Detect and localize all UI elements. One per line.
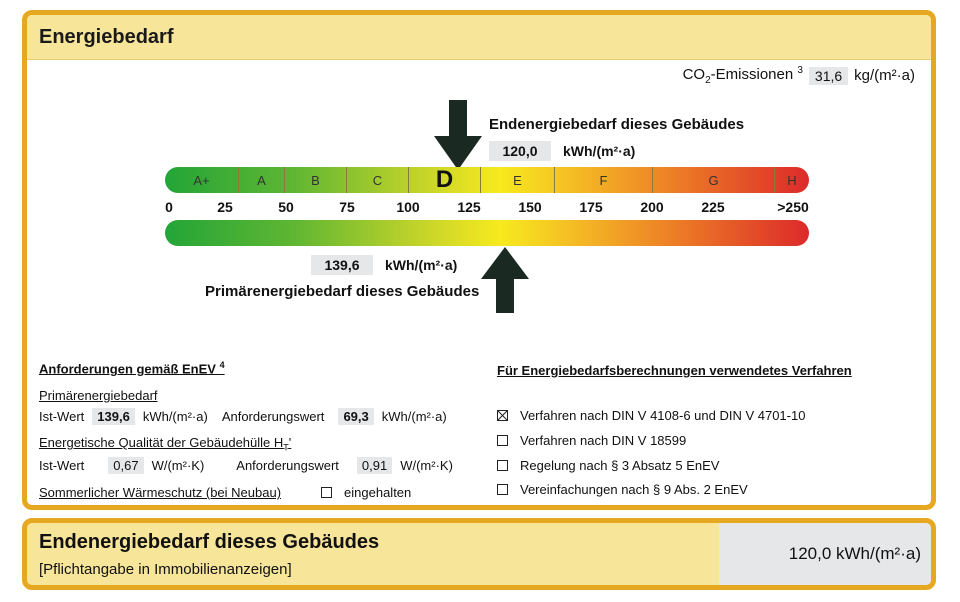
summer-protection-row [39,485,411,500]
method-item [497,408,805,423]
method-item [497,482,748,497]
envelope-req-label: Anforderungswert [236,458,339,473]
summer-checkbox[interactable] [321,487,332,498]
envelope-ist-label: Ist-Wert [39,458,85,473]
primary-ist-value: 139,6 [92,408,135,425]
class-g: G [653,167,775,193]
primary-energy-value: 139,6 [311,255,373,275]
tick-50: 50 [278,199,294,215]
method-checkbox-vereinfachungen[interactable] [497,484,508,495]
end-energy-arrow-icon [434,100,482,170]
energy-class-bar [165,167,809,193]
end-energy-label: Endenergiebedarf dieses Gebäudes [489,116,745,133]
ist-label: Ist-Wert [39,409,85,424]
summer-check-label: eingehalten [344,485,412,500]
req-label: Anforderungswert [221,409,325,424]
class-h: H [787,172,797,188]
method-label: Verfahren nach DIN V 4108-6 und DIN V 4701-10 [520,408,806,423]
tick-200: 200 [640,199,664,215]
method-item [497,433,686,448]
end-energy-readout [489,141,635,161]
method-label: Regelung nach § 3 Absatz 5 EnEV [520,458,720,473]
method-checkbox-regelung[interactable] [497,460,508,471]
tick-25: 25 [217,199,233,215]
method-label: Vereinfachungen nach § 9 Abs. 2 EnEV [520,482,748,497]
tick-75: 75 [339,199,355,215]
tick-175: 175 [579,199,603,215]
primary-req-unit: kWh/(m²·a) [381,409,447,424]
class-d-current: D [409,167,481,193]
class-b: B [285,167,347,193]
tick-250-plus: >250 [777,199,809,215]
energy-demand-panel [22,10,936,510]
end-energy-unit: kWh/(m²·a) [563,143,636,159]
footer-value: 120,0 kWh/(m²·a) [719,523,931,585]
class-f: F [555,167,653,193]
primary-energy-bar [165,220,809,246]
envelope-unit: W/(m²·K) [151,458,205,473]
tick-225: 225 [701,199,725,215]
methods-title: Für Energiebedarfsberechnungen verwendetes Verfahren [497,363,852,378]
envelope-req-value: 0,91 [357,457,392,474]
primary-req-value: 69,3 [338,408,373,425]
class-a-plus: A+ [165,167,239,193]
tick-0: 0 [165,199,173,215]
primary-unit: kWh/(m²·a) [142,409,208,424]
co2-label: $CO_2$-Emissionen $^3$ [682,65,803,86]
primary-energy-label: Primärenergiebedarf dieses Gebäudes [205,283,480,300]
end-energy-value: 120,0 [489,141,551,161]
primary-energy-readout [311,255,457,275]
footer-title: Endenergiebedarf dieses Gebäudes [39,531,380,553]
envelope-req-unit: W/(m²·K) [400,458,453,473]
tick-150: 150 [518,199,542,215]
co2-unit: kg/(m²·a) [854,67,915,84]
requirements-title: Anforderungen gemäß EnEV $^4$ [39,360,225,377]
method-item [497,458,719,473]
envelope-row [39,457,453,474]
co2-value: 31,6 [809,67,848,85]
summer-heading: Sommerlicher Wärmeschutz (bei Neubau) [39,485,282,500]
envelope-ist-value: 0,67 [108,457,143,474]
requirements-section [39,360,225,376]
panel-title: Energiebedarf [27,15,931,60]
primary-demand-row [39,408,447,425]
footer-summary [22,518,936,590]
method-checkbox-din18599[interactable] [497,435,508,446]
class-a: A [239,167,285,193]
class-e: E [481,167,555,193]
method-checkbox-din4108[interactable] [497,410,508,421]
envelope-heading: Energetische Qualität der Gebäudehülle $H_T'$ [39,435,292,453]
co2-emissions [683,65,915,86]
primary-energy-unit: kWh/(m²·a) [385,257,458,273]
tick-100: 100 [396,199,420,215]
footer-subtitle: [Pflichtangabe in Immobilienanzeigen] [39,561,292,578]
class-c: C [347,167,409,193]
primary-demand-heading: Primärenergiebedarf [39,388,158,403]
scale-ticks [165,199,809,217]
method-label: Verfahren nach DIN V 18599 [520,433,687,448]
primary-energy-arrow-icon [481,247,529,313]
tick-125: 125 [457,199,481,215]
